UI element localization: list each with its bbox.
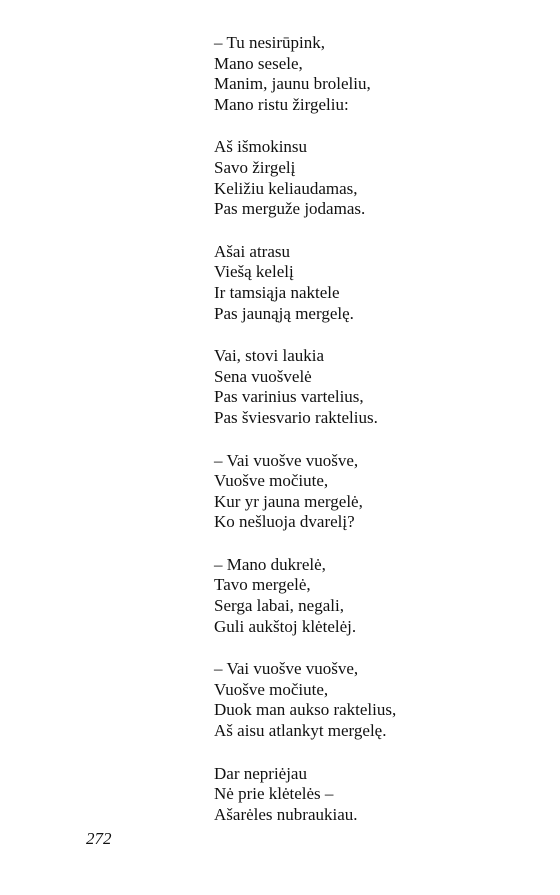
stanza [214,764,534,826]
poem-line: Mano ristu žirgeliu: [214,94,349,114]
poem-line: Dar nepriėjau [214,763,307,783]
stanza [214,33,534,115]
poem-line: Pas šviesvario raktelius. [214,407,378,427]
poem-line: Keližiu keliaudamas, [214,178,358,198]
poem-line: Aš aisu atlankyt mergelę. [214,721,387,741]
poem-line: Ir tamsiąja naktele [214,282,340,302]
poem-line: Sena vuošvelė [214,366,312,386]
poem-line: Vuošve močiute, [214,471,329,491]
poem-line: Manim, jaunu broleliu, [214,74,371,94]
poem-line: – Vai vuošve vuošve, [214,450,359,470]
poem-line: Viešą kelelį [214,262,294,282]
stanza [214,451,534,533]
poem-line: Duok man aukso raktelius, [214,700,397,720]
poem-line: Vai, stovi laukia [214,346,325,366]
poem-line: – Mano dukrelė, [214,554,326,574]
poem-line: – Tu nesirūpink, [214,33,325,52]
poem-line: Ko nešluoja dvarelį? [214,512,355,532]
poem-line: Guli aukštoj klėtelėj. [214,616,357,636]
poem-line: Tavo mergelė, [214,575,311,595]
poem-line: Ašarėles nubraukiau. [214,804,358,824]
stanza [214,137,534,219]
poem-line: Serga labai, negali, [214,596,344,616]
poem-line: Aš išmokinsu [214,137,308,157]
poem-line: – Vai vuošve vuošve, [214,659,359,679]
poem-text [214,33,534,847]
poem-line: Pas varinius vartelius, [214,387,364,407]
stanza [214,242,534,324]
stanza [214,346,534,428]
poem-line: Vuošve močiute, [214,679,329,699]
poem-line: Ašai atrasu [214,241,291,261]
poem-line: Mano sesele, [214,53,303,73]
page-number: 272 [86,829,112,848]
poem-line: Pas merguže jodamas. [214,199,366,219]
stanza [214,555,534,637]
stanza [214,659,534,741]
poem-line: Pas jaunąją mergelę. [214,303,354,323]
poem-line: Nė prie klėtelės – [214,784,334,804]
poem-line: Kur yr jauna mergelė, [214,491,363,511]
poem-line: Savo žirgelį [214,157,296,177]
